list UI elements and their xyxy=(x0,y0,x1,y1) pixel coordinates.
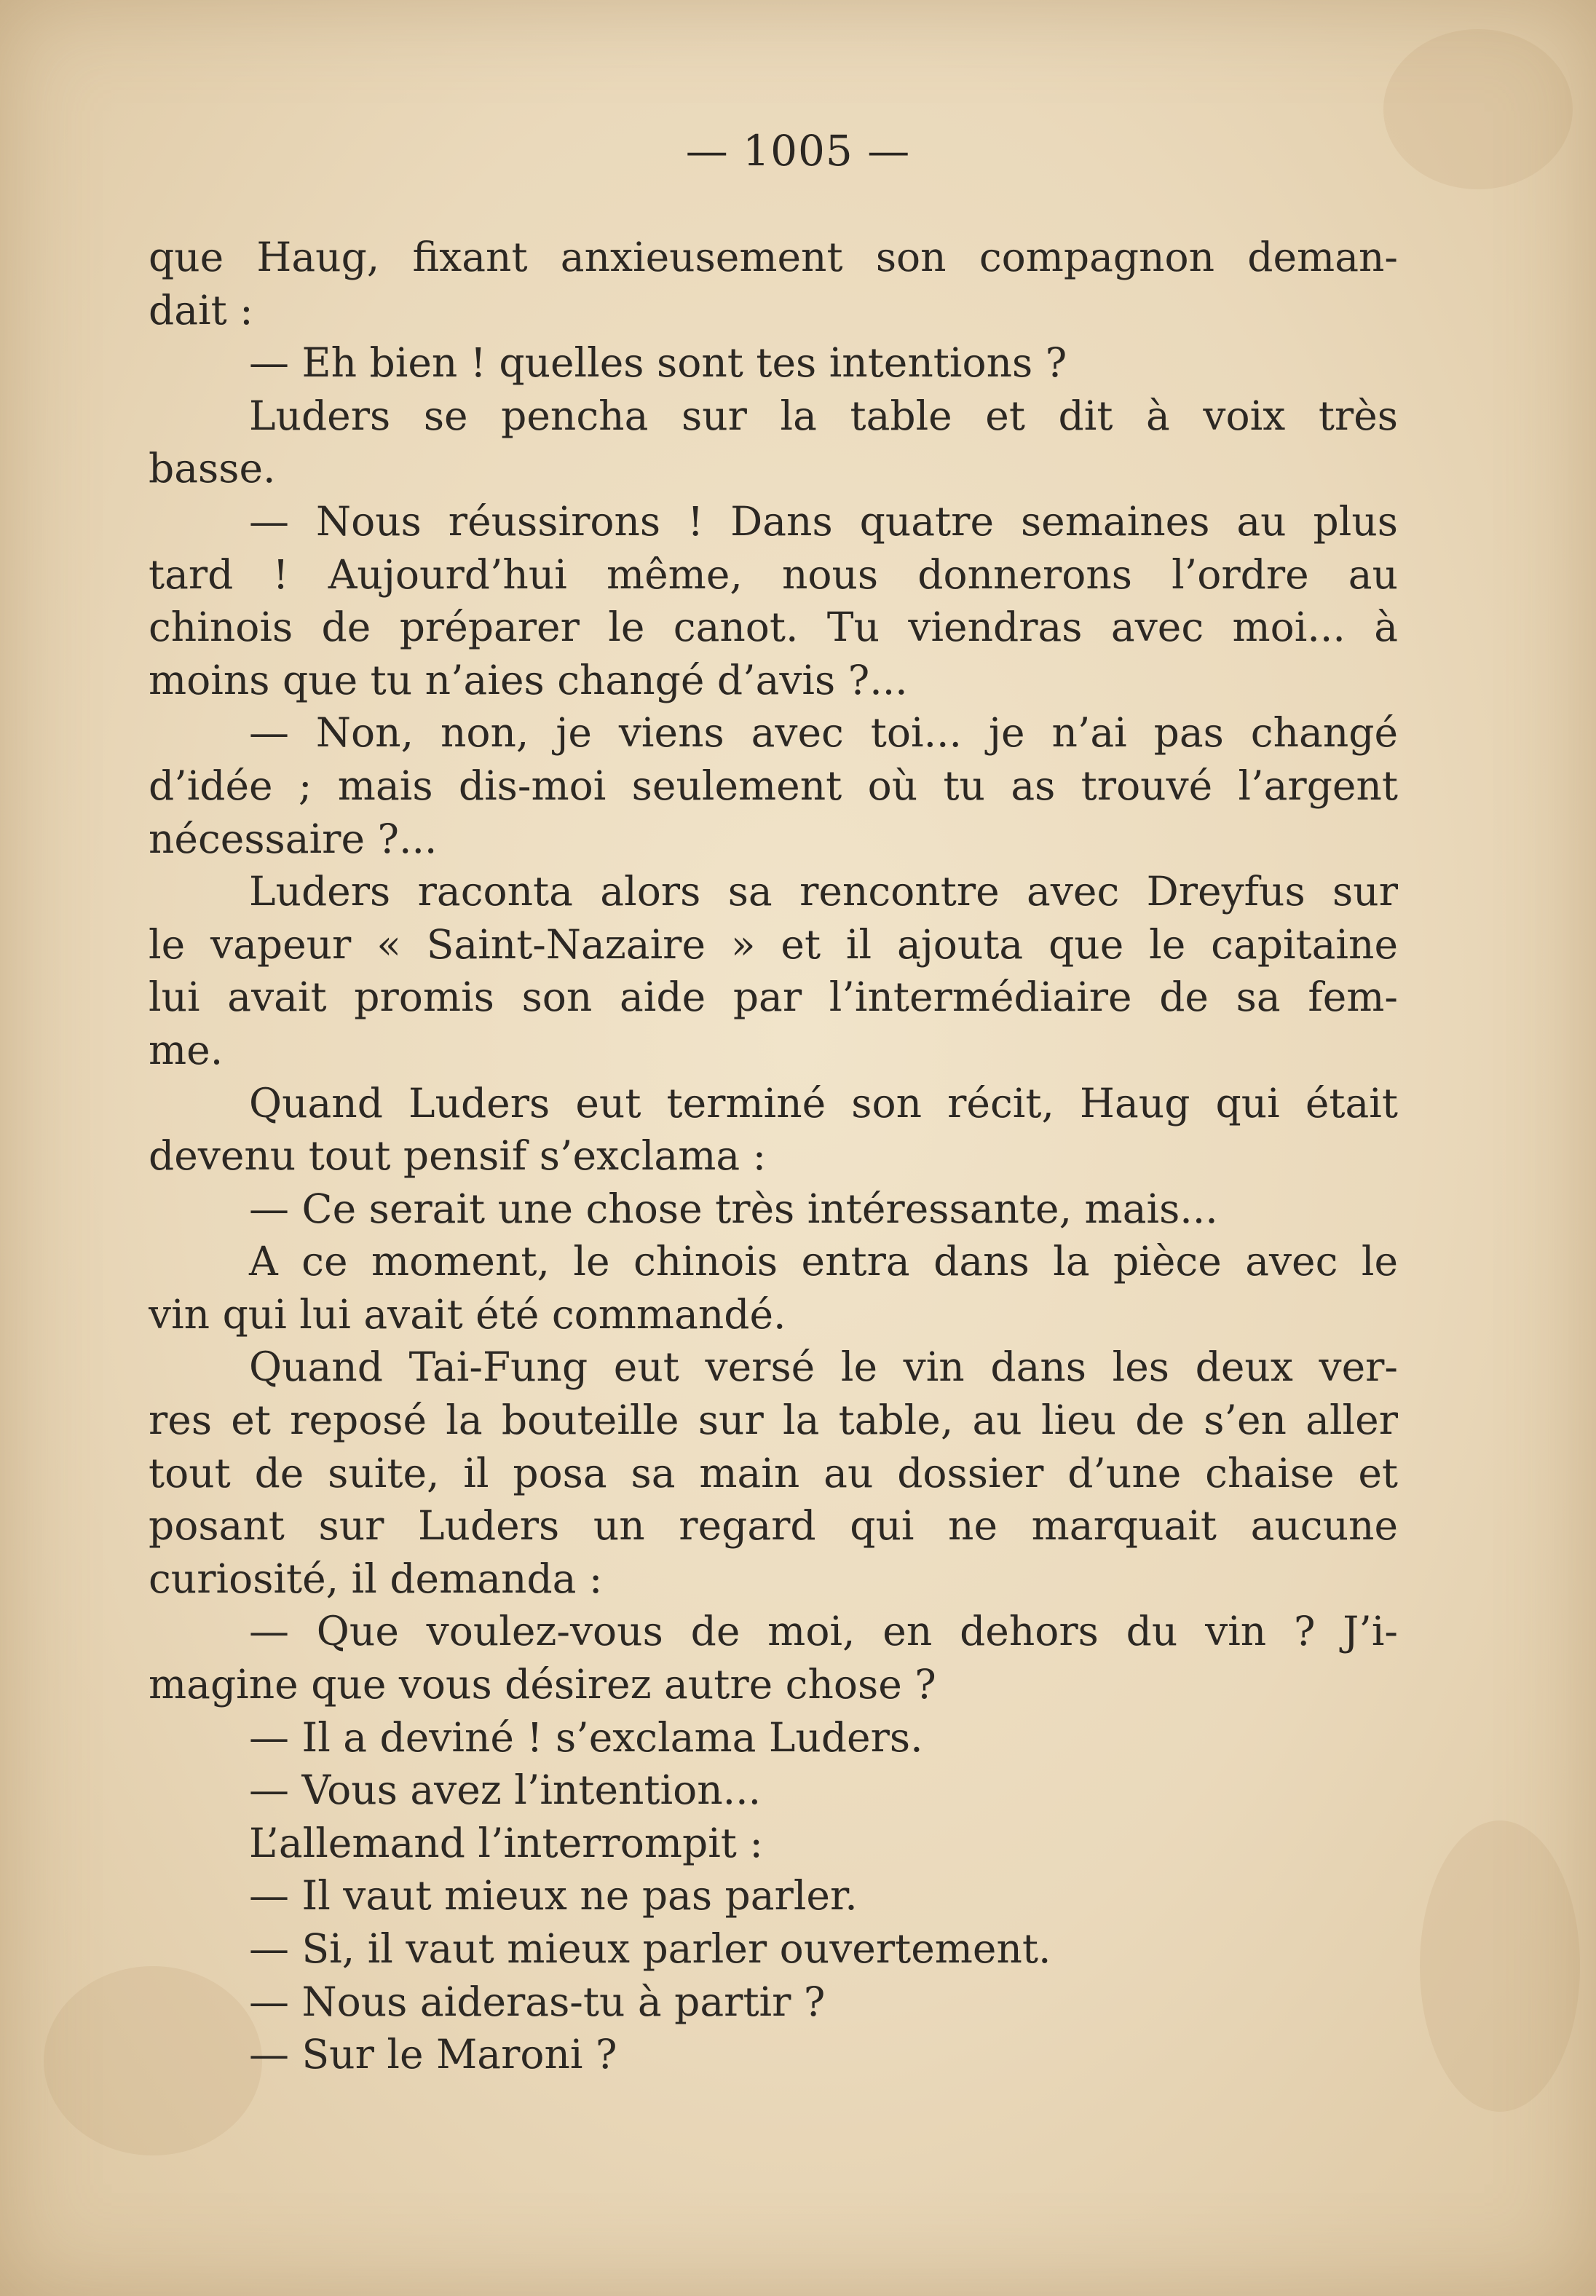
text-line: — Si, il vaut mieux parler ouvertement. xyxy=(249,1925,1051,1972)
text-line: tard ! Aujourd’hui même, nous donnerons l’ordre au xyxy=(149,551,1398,598)
text-line: moins que tu n’aies changé d’avis ?... xyxy=(149,656,908,703)
text-line: — Que voulez-vous de moi, en dehors du vin ? J’i- xyxy=(249,1608,1398,1655)
text-line: posant sur Luders un regard qui ne marquait aucune xyxy=(149,1502,1398,1550)
text-line: — Il a deviné ! s’exclama Luders. xyxy=(249,1713,923,1761)
text-line: d’idée ; mais dis-moi seulement où tu as trouvé l’argent xyxy=(149,762,1398,809)
text-line: Quand Luders eut terminé son récit, Haug qui était xyxy=(249,1079,1398,1127)
text-line: L’allemand l’interrompit : xyxy=(249,1819,763,1866)
text-line: chinois de préparer le canot. Tu viendras avec moi... à xyxy=(149,604,1398,651)
text-line: Luders raconta alors sa rencontre avec Dreyfus sur xyxy=(249,868,1398,915)
text-line: devenu tout pensif s’exclama : xyxy=(149,1132,767,1180)
text-line: — Non, non, je viens avec toi... je n’ai pas changé xyxy=(249,709,1398,757)
text-line: le vapeur « Saint-Nazaire » et il ajouta que le capitaine xyxy=(149,920,1398,968)
text-line: lui avait promis son aide par l’intermédiaire de sa fem- xyxy=(149,974,1398,1021)
text-line: que Haug, fixant anxieusement son compagnon deman- xyxy=(149,234,1398,280)
text-line: basse. xyxy=(149,445,276,492)
text-line: dait : xyxy=(149,286,253,334)
text-line: tout de suite, il posa sa main au dossier d’une chaise et xyxy=(149,1449,1398,1496)
text-line: nécessaire ?... xyxy=(149,815,438,862)
text-line: vin qui lui avait été commandé. xyxy=(149,1290,786,1338)
text-line: res et reposé la bouteille sur la table, au lieu de s’en aller xyxy=(149,1397,1398,1444)
text-line: Quand Tai-Fung eut versé le vin dans les deux ver- xyxy=(249,1344,1398,1391)
text-line: me. xyxy=(149,1026,224,1073)
text-line: — Nous réussirons ! Dans quatre semaines au plus xyxy=(249,497,1398,545)
text-line: Luders se pencha sur la table et dit à voix très xyxy=(249,392,1398,439)
text-line: — Eh bien ! quelles sont tes intentions ? xyxy=(249,339,1067,387)
text-line: A ce moment, le chinois entra dans la pièce avec le xyxy=(249,1238,1398,1285)
text-line: curiosité, il demanda : xyxy=(149,1555,603,1602)
text-line: — Ce serait une chose très intéressante, mais... xyxy=(249,1185,1218,1232)
text-line: magine que vous désirez autre chose ? xyxy=(149,1661,936,1708)
paper-stain xyxy=(1420,1820,1580,2112)
text-line: — Il vaut mieux ne pas parler. xyxy=(249,1872,858,1920)
text-line: — Sur le Maroni ? xyxy=(249,2031,617,2078)
text-line: — Nous aideras-tu à partir ? xyxy=(249,1978,826,2025)
body-text xyxy=(149,231,1398,2081)
text-line: — Vous avez l’intention... xyxy=(249,1767,762,1814)
page-number: — 1005 — xyxy=(685,126,911,175)
